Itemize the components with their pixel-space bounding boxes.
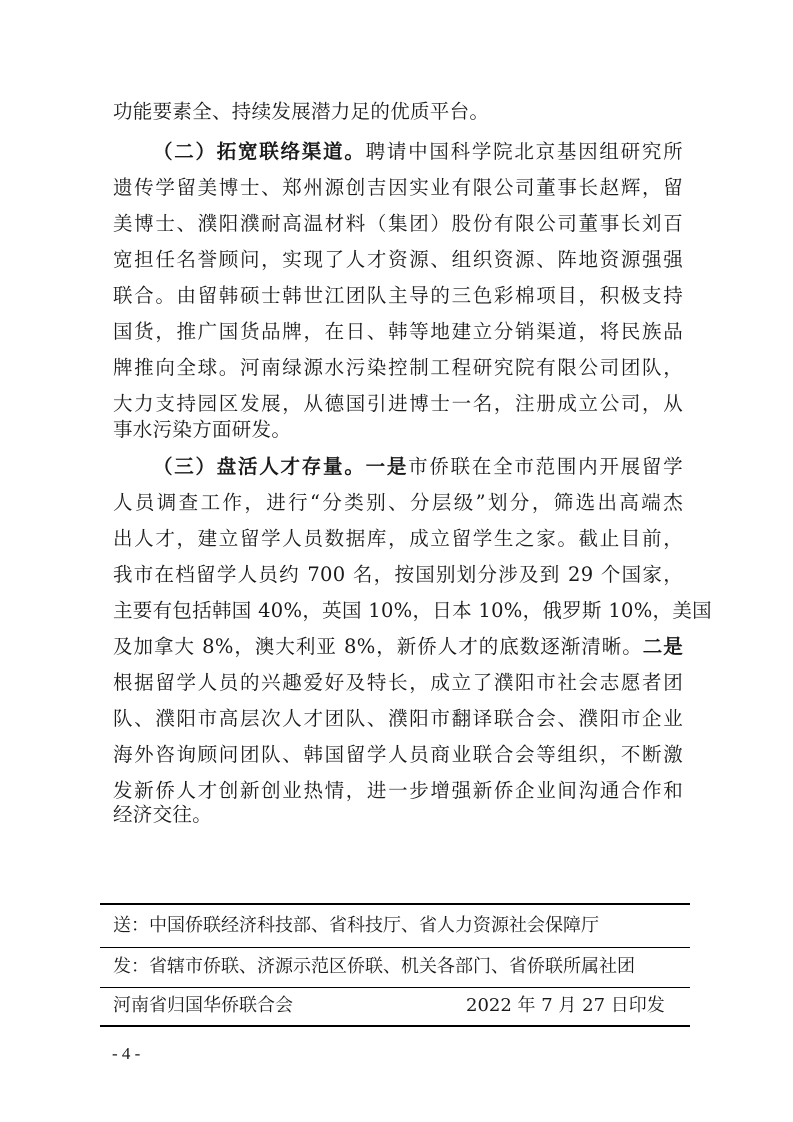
footer-divider: [100, 947, 690, 948]
list-marker: 二是: [642, 635, 683, 658]
paragraph-line: 事水污染方面研发。: [113, 418, 292, 441]
paragraph-line: 功能要素全、持续发展潜力足的优质平台。: [113, 100, 490, 123]
section-heading: （三）盘活人才存量。: [153, 455, 366, 478]
paragraph-line: 发新侨人才创新创业热情，进一步增强新侨企业间沟通合作和: [113, 779, 683, 802]
issuer: 河南省归国华侨联合会: [113, 995, 293, 1016]
paragraph-line: 宽担任名誉顾问，实现了人才资源、组织资源、阵地资源强强: [113, 248, 683, 271]
paragraph-line: [113, 635, 683, 659]
send-to-line: 送：中国侨联经济科技部、省科技厅、省人力资源社会保障厅: [113, 915, 599, 936]
paragraph-line: 我市在档留学人员约 700 名，按国别划分涉及到 29 个国家，: [113, 563, 683, 586]
list-marker: 一是: [365, 455, 409, 478]
paragraph-line: 联合。由留韩硕士韩世江团队主导的三色彩棉项目，积极支持: [113, 284, 683, 307]
issue-date: 2022 年 7 月 27 日印发: [466, 995, 665, 1016]
section-heading: （二）拓宽联络渠道。: [153, 140, 366, 163]
paragraph-text: 市侨联在全市范围内开展留学: [408, 455, 683, 478]
paragraph-line: [153, 455, 683, 479]
paragraph-line: 经济交往。: [113, 803, 213, 826]
paragraph-line: 遗传学留美博士、郑州源创吉因实业有限公司董事长赵辉，留: [113, 176, 683, 199]
paragraph-line: 主要有包括韩国 40%，英国 10%，日本 10%，俄罗斯 10%，美国: [113, 599, 712, 622]
paragraph-text: 聘请中国科学院北京基因组研究所: [365, 140, 683, 163]
footer-top-rule: [100, 903, 690, 905]
footer-bottom-rule: [100, 1025, 690, 1027]
paragraph-line: 出人才，建立留学人员数据库，成立留学生之家。截止目前，: [113, 527, 683, 550]
cc-line: 发：省辖市侨联、济源示范区侨联、机关各部门、省侨联所属社团: [113, 956, 635, 977]
paragraph-line: 国货，推广国货品牌，在日、韩等地建立分销渠道，将民族品: [113, 320, 683, 343]
paragraph-line: [153, 140, 683, 164]
paragraph-line: 根据留学人员的兴趣爱好及特长，成立了濮阳市社会志愿者团: [113, 671, 683, 694]
footer-divider: [100, 987, 690, 988]
paragraph-line: 队、濮阳市高层次人才团队、濮阳市翻译联合会、濮阳市企业: [113, 707, 683, 730]
paragraph-line: 人员调查工作，进行“分类别、分层级”划分，筛选出高端杰: [113, 491, 683, 514]
page-number: - 4 -: [112, 1044, 141, 1063]
paragraph-line: 美博士、濮阳濮耐高温材料（集团）股份有限公司董事长刘百: [113, 212, 683, 235]
paragraph-line: 牌推向全球。河南绿源水污染控制工程研究院有限公司团队，: [113, 356, 683, 379]
paragraph-text: 及加拿大 8%，澳大利亚 8%，新侨人才的底数逐渐清晰。: [113, 635, 643, 658]
paragraph-line: 大力支持园区发展，从德国引进博士一名，注册成立公司，从: [113, 392, 683, 415]
paragraph-line: 海外咨询顾问团队、韩国留学人员商业联合会等组织，不断激: [113, 743, 683, 766]
